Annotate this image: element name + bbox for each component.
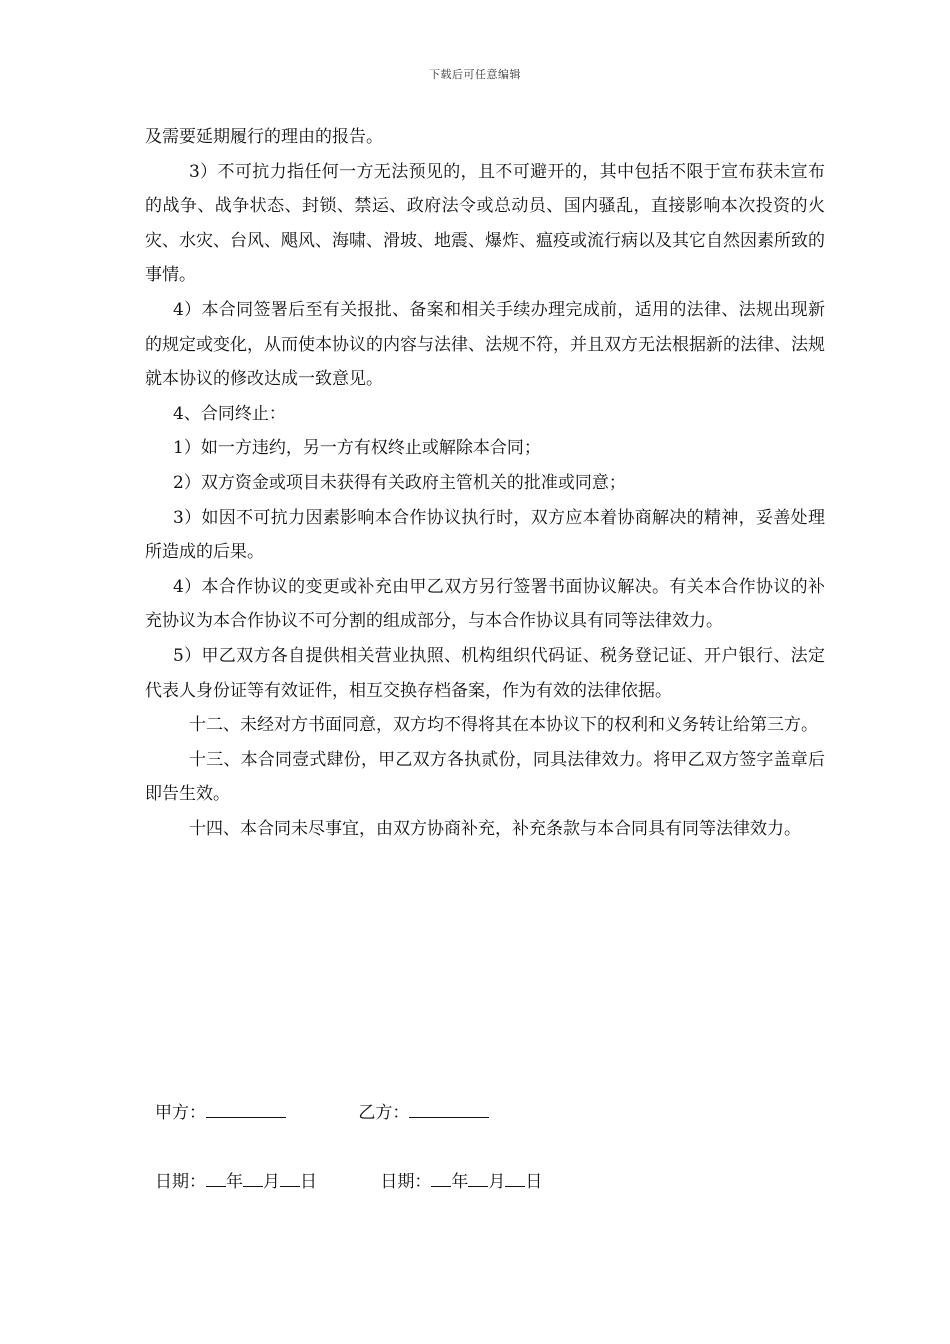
month-blank[interactable] xyxy=(243,1170,263,1187)
year-blank[interactable] xyxy=(206,1170,226,1187)
paragraph-law-change: 4）本合同签署后至有关报批、备案和相关手续办理完成前，适用的法律、法规出现新的规定或变化，从而使本协议的内容与法律、法规不符，并且双方无法根据新的法律、法规就本协议的修改达成一致意见。 xyxy=(145,299,825,390)
paragraph-force-majeure-definition: 3）不可抗力指任何一方无法预见的，且不可避开的，其中包括不限于宣布获未宣布的战争、战争状态、封锁、禁运、政府法令或总动员、国内骚乱，直接影响本次投资的火灾、水灾、台风、飓风、海啸、滑坡、地震、爆炸、瘟疫或流行病以及其它自然因素所致的事情。 xyxy=(145,161,825,286)
party-b-date xyxy=(380,1167,542,1192)
paragraph-termination-approval: 2）双方资金或项目未获得有关政府主管机关的批准或同意； xyxy=(173,472,626,493)
year-label: 年 xyxy=(451,1172,469,1192)
date-label: 日期： xyxy=(380,1172,432,1192)
month-label: 月 xyxy=(263,1172,280,1192)
day-label: 日 xyxy=(300,1172,317,1192)
section-contract-termination: 4、合同终止： xyxy=(173,403,286,424)
day-blank[interactable] xyxy=(280,1170,300,1187)
party-b-label: 乙方： xyxy=(358,1103,410,1123)
day-label: 日 xyxy=(525,1172,543,1192)
paragraph-amendment: 4）本合作协议的变更或补充由甲乙双方另行签署书面协议解决。有关本合作协议的补充协议为本合作协议不可分割的组成部分，与本合作协议具有同等法律效力。 xyxy=(145,576,825,632)
page-header: 下载后可任意编辑 xyxy=(429,68,521,81)
paragraph-termination-force-majeure: 3）如因不可抗力因素影响本合作协议执行时，双方应本着协商解决的精神，妥善处理所造成的后果。 xyxy=(145,507,825,563)
month-label: 月 xyxy=(488,1172,506,1192)
clause-twelve: 十二、未经对方书面同意，双方均不得将其在本协议下的权利和义务转让给第三方。 xyxy=(189,715,818,736)
party-a-date xyxy=(155,1167,375,1192)
paragraph-termination-breach: 1）如一方违约，另一方有权终止或解除本合同； xyxy=(173,438,541,459)
party-b-blank[interactable] xyxy=(409,1101,489,1118)
year-blank[interactable] xyxy=(431,1170,451,1187)
party-b-signature xyxy=(358,1098,489,1123)
contract-body xyxy=(145,120,825,846)
clause-fourteen: 十四、本合同未尽事宜，由双方协商补充，补充条款与本合同具有同等法律效力。 xyxy=(189,818,801,839)
party-a-signature xyxy=(155,1098,353,1123)
party-a-blank[interactable] xyxy=(206,1101,286,1118)
clause-thirteen: 十三、本合同壹式肆份，甲乙双方各执贰份，同具法律效力。将甲乙双方签字盖章后即告生效。 xyxy=(145,749,825,805)
signature-dates-row xyxy=(155,1167,542,1192)
paragraph-extension-report: 及需要延期履行的理由的报告。 xyxy=(145,127,383,147)
year-label: 年 xyxy=(226,1172,243,1192)
paragraph-documents-exchange: 5）甲乙双方各自提供相关营业执照、机构组织代码证、税务登记证、开户银行、法定代表人身份证等有效证件，相互交换存档备案，作为有效的法律依据。 xyxy=(145,645,825,701)
day-blank[interactable] xyxy=(505,1170,525,1187)
month-blank[interactable] xyxy=(468,1170,488,1187)
date-label: 日期： xyxy=(155,1172,206,1192)
party-a-label: 甲方： xyxy=(155,1103,206,1123)
signature-parties-row xyxy=(155,1098,489,1123)
